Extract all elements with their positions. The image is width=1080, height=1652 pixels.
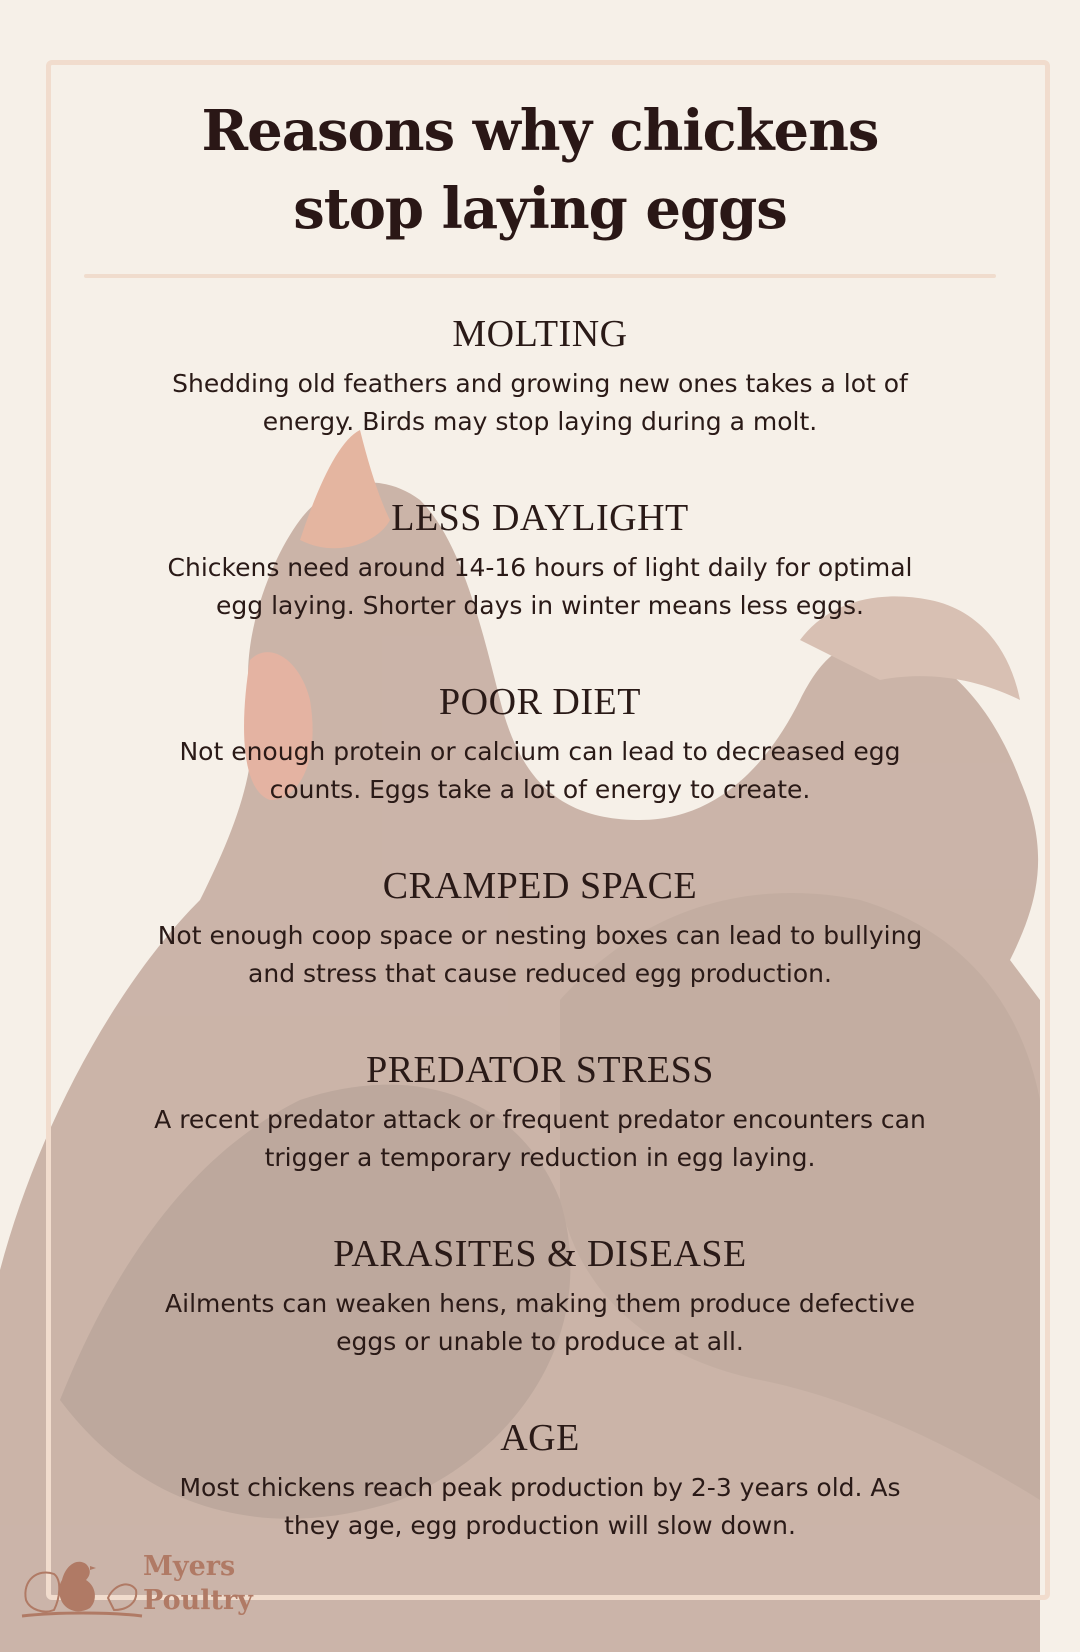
section-heading: PARASITES & DISEASE: [333, 1233, 747, 1275]
section-heading: AGE: [500, 1417, 580, 1459]
title-line-1: Reasons why chickens: [201, 98, 879, 164]
section-poor-diet: [120, 680, 960, 809]
section-parasites-disease: [120, 1232, 960, 1361]
section-body: Chickens need around 14-16 hours of light daily for optimal egg laying. Shorter days in winter means less eggs.: [167, 553, 913, 620]
section-body: A recent predator attack or frequent predator encounters can trigger a temporary reduction in egg laying.: [154, 1105, 926, 1172]
section-heading: LESS DAYLIGHT: [391, 497, 689, 539]
title-divider: [84, 274, 996, 278]
section-body: Not enough protein or calcium can lead to decreased egg counts. Eggs take a lot of energy to create.: [179, 737, 901, 804]
brand-logo-text: Myers Poultry: [143, 1551, 253, 1616]
section-body: Not enough coop space or nesting boxes can lead to bullying and stress that cause reduced egg production.: [157, 921, 923, 988]
section-predator-stress: [120, 1048, 960, 1177]
section-heading: MOLTING: [452, 313, 628, 355]
page-title: [0, 92, 1080, 248]
section-body: Shedding old feathers and growing new ones takes a lot of energy. Birds may stop laying during a molt.: [172, 369, 908, 436]
decorative-frame: [46, 60, 1050, 1600]
section-heading: CRAMPED SPACE: [382, 865, 698, 907]
section-heading: PREDATOR STRESS: [366, 1049, 714, 1091]
title-line-2: stop laying eggs: [293, 176, 787, 242]
section-body: Most chickens reach peak production by 2-3 years old. As they age, egg production will slow down.: [179, 1473, 901, 1540]
section-less-daylight: [120, 496, 960, 625]
section-cramped-space: [120, 864, 960, 993]
section-heading: POOR DIET: [439, 681, 641, 723]
section-age: [120, 1416, 960, 1545]
section-molting: [120, 312, 960, 441]
section-body: Ailments can weaken hens, making them produce defective eggs or unable to produce at all.: [165, 1289, 915, 1356]
